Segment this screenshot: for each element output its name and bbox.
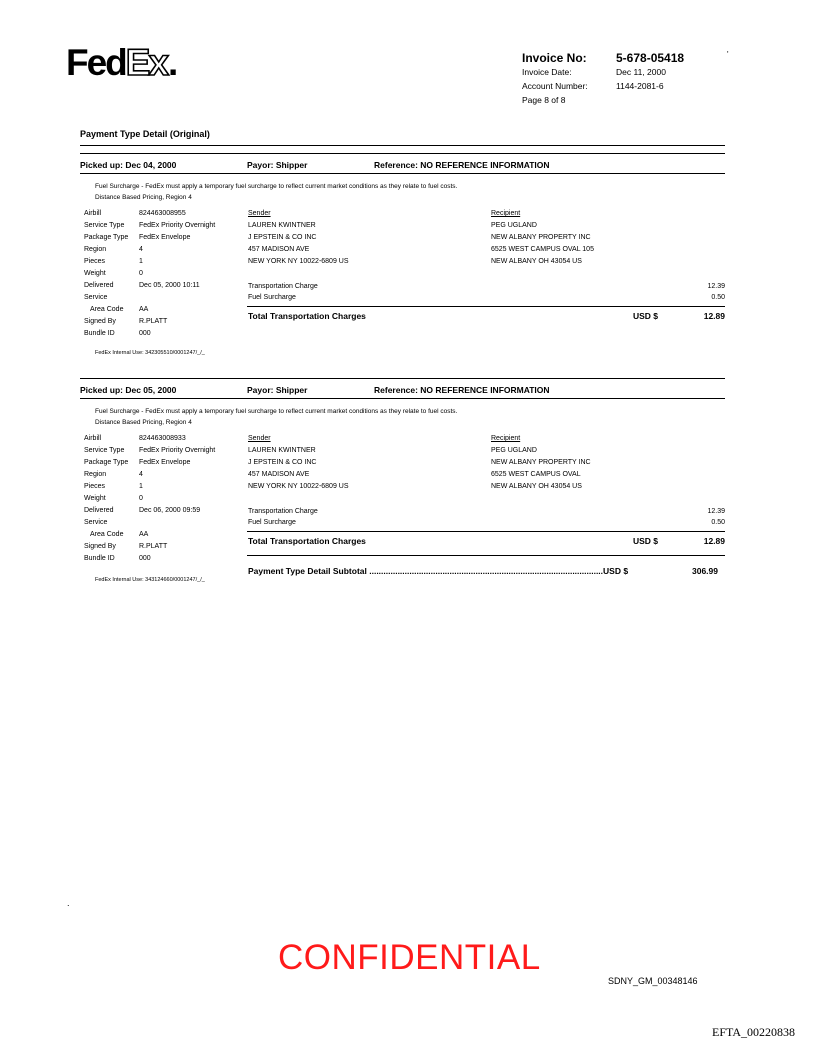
area-code-value: AA [139,531,149,538]
shipment-2-internal-use: FedEx Internal Use: 343124660/0001247/_/_ [95,577,205,583]
shipment-2-recipient [491,433,591,493]
sender-line: 457 MADISON AVE [248,471,310,478]
section-title: Payment Type Detail (Original) [80,129,210,139]
label-service: Service [84,519,108,526]
label-airbill: Airbill [84,435,102,442]
invoice-marker: ' [727,50,729,59]
shipment-2-payor: Payor: Shipper [247,385,308,395]
region-value: 4 [139,246,143,253]
service-type-value: FedEx Priority Overnight [139,222,216,229]
label-service-type: Service Type [84,222,125,229]
shipment-1-top-rule [80,153,725,154]
sender-line: J EPSTEIN & CO INC [248,234,317,241]
invoice-no-value: 5-678-05418 [616,51,685,65]
total-rule [247,306,725,307]
label-pieces: Pieces [84,258,106,265]
signed-by-value: R.PLATT [139,318,168,325]
recipient-line: 6525 WEST CAMPUS OVAL 105 [491,246,594,253]
delivered-value: Dec 06, 2000 09:59 [139,507,201,514]
shipment-1-picked-up: Picked up: Dec 04, 2000 [80,160,177,170]
shipment-1-reference: Reference: NO REFERENCE INFORMATION [374,160,550,170]
weight-value: 0 [139,270,143,277]
total-value: 12.89 [703,311,725,321]
subtotal-rule [247,555,725,556]
airbill-value: 824463008933 [139,435,186,442]
logo-fed: Fed [66,42,126,83]
area-code-value: AA [139,306,149,313]
recipient-line: NEW ALBANY OH 43054 US [491,483,582,490]
sender-line: 457 MADISON AVE [248,246,310,253]
shipment-2-field-values [139,433,239,565]
label-airbill: Airbill [84,210,102,217]
sender-line: LAUREN KWINTNER [248,222,316,229]
region-value: 4 [139,471,143,478]
bundle-id-value: 000 [139,330,151,337]
shipment-2-header-rule [80,398,725,399]
recipient-line: PEG UGLAND [491,222,537,229]
shipment-1-header-rule [80,173,725,174]
total-value: 12.89 [703,536,725,546]
package-type-value: FedEx Envelope [139,459,191,466]
invoice-date-value: Dec 11, 2000 [616,67,666,77]
transport-charge-value: 12.39 [707,283,725,290]
shipment-1-payor: Payor: Shipper [247,160,308,170]
label-signed-by: Signed By [84,543,116,550]
shipment-2-picked-up: Picked up: Dec 05, 2000 [80,385,177,395]
sender-line: NEW YORK NY 10022-6809 US [248,258,349,265]
label-delivered: Delivered [84,507,114,514]
label-area-code: Area Code [90,306,124,313]
airbill-value: 824463008955 [139,210,186,217]
shipment-2-reference: Reference: NO REFERENCE INFORMATION [374,385,550,395]
label-signed-by: Signed By [84,318,116,325]
label-package-type: Package Type [84,234,129,241]
pieces-value: 1 [139,483,143,490]
section-rule [80,145,725,146]
label-bundle-id: Bundle ID [84,555,115,562]
subtotal-label: Payment Type Detail Subtotal ...................................................................................................USD $ [248,566,629,576]
shipment-2-sender [248,433,349,493]
label-service-type: Service Type [84,447,125,454]
fedex-logo [66,44,176,81]
account-number-label: Account Number: [522,81,588,91]
shipment-1-internal-use: FedEx Internal Use: 342305510/0001247/_/_ [95,350,205,356]
recipient-line: NEW ALBANY PROPERTY INC [491,234,591,241]
shipment-2-top-rule [80,378,725,379]
shipment-2-fuel-note: Fuel Surcharge - FedEx must apply a temporary fuel surcharge to reflect current market conditions as they relate to fuel costs. [95,408,458,415]
label-weight: Weight [84,270,106,277]
account-number-value: 1144-2081-6 [616,81,664,91]
invoice-no-label: Invoice No: [522,51,587,65]
label-region: Region [84,246,107,253]
shipment-1-field-labels [84,208,138,340]
total-label: Total Transportation Charges [248,311,366,321]
logo-dot: . [168,42,177,83]
shipment-2-pricing-note: Distance Based Pricing, Region 4 [95,419,192,426]
label-service: Service [84,294,108,301]
shipment-1-pricing-note: Distance Based Pricing, Region 4 [95,194,192,201]
delivered-value: Dec 05, 2000 10:11 [139,282,200,289]
recipient-heading: Recipient [491,210,521,217]
subtotal-value: 306.99 [692,566,718,576]
fuel-surcharge-label: Fuel Surcharge [248,294,296,301]
label-bundle-id: Bundle ID [84,330,115,337]
shipment-1-sender [248,208,349,268]
transport-charge-value: 12.39 [707,508,725,515]
shipment-1-fuel-note: Fuel Surcharge - FedEx must apply a temporary fuel surcharge to reflect current market conditions as they relate to fuel costs. [95,183,458,190]
sender-heading: Sender [248,210,271,217]
transport-charge-label: Transportation Charge [248,508,318,515]
pieces-value: 1 [139,258,143,265]
label-area-code: Area Code [90,531,124,538]
label-package-type: Package Type [84,459,129,466]
recipient-line: NEW ALBANY PROPERTY INC [491,459,591,466]
transport-charge-label: Transportation Charge [248,283,318,290]
fuel-surcharge-value: 0.50 [711,294,725,301]
package-type-value: FedEx Envelope [139,234,191,241]
total-label: Total Transportation Charges [248,536,366,546]
label-pieces: Pieces [84,483,106,490]
stray-dot: . [67,898,70,908]
recipient-line: PEG UGLAND [491,447,537,454]
sender-line: LAUREN KWINTNER [248,447,316,454]
page-number: Page 8 of 8 [522,95,566,105]
shipment-1-recipient [491,208,594,268]
efta-number: EFTA_00220838 [712,1025,796,1039]
fuel-surcharge-value: 0.50 [711,519,725,526]
label-delivered: Delivered [84,282,114,289]
service-type-value: FedEx Priority Overnight [139,447,216,454]
shipment-1-field-values [139,208,239,340]
invoice-date-label: Invoice Date: [522,67,572,77]
bates-number: SDNY_GM_00348146 [608,976,698,986]
recipient-line: 6525 WEST CAMPUS OVAL [491,471,581,478]
logo-ex: Ex [125,42,168,83]
signed-by-value: R.PLATT [139,543,168,550]
total-currency: USD $ [633,536,659,546]
sender-line: J EPSTEIN & CO INC [248,459,317,466]
label-region: Region [84,471,107,478]
label-weight: Weight [84,495,106,502]
recipient-heading: Recipient [491,435,521,442]
shipment-2-field-labels [84,433,138,565]
total-rule [247,531,725,532]
total-currency: USD $ [633,311,659,321]
sender-line: NEW YORK NY 10022-6809 US [248,483,349,490]
bundle-id-value: 000 [139,555,151,562]
sender-heading: Sender [248,435,271,442]
recipient-line: NEW ALBANY OH 43054 US [491,258,582,265]
weight-value: 0 [139,495,143,502]
fuel-surcharge-label: Fuel Surcharge [248,519,296,526]
confidential-stamp: CONFIDENTIAL [278,938,541,977]
